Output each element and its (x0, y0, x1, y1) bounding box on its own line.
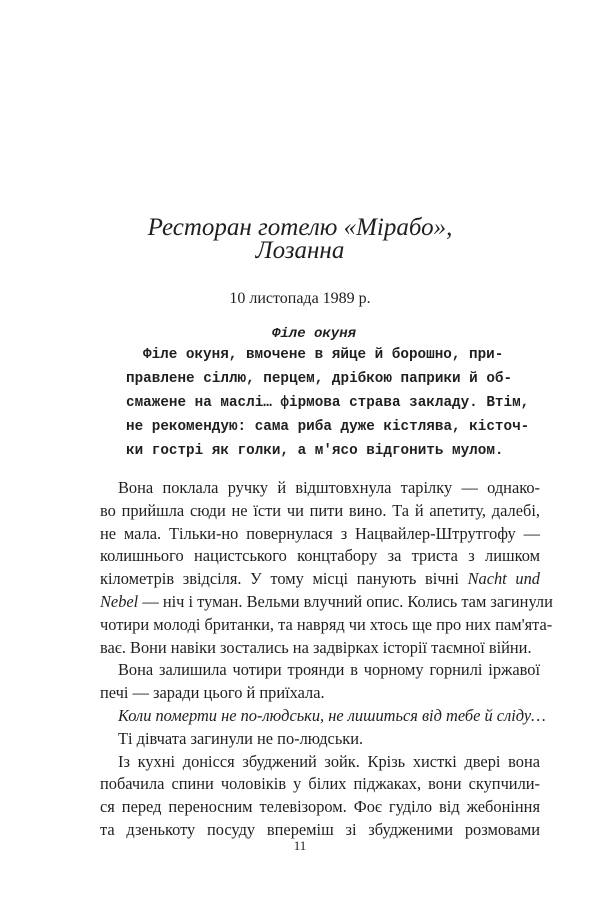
body-line: та дзенькоту посуду впереміш зі збудженими розмовами (100, 819, 540, 839)
body-line (100, 591, 553, 614)
body-line: Коли померти не по-людськи, не лишиться від тебе й сліду… (118, 705, 546, 725)
note-line: ки гострі як голки, а м'ясо відгонить мулом. (126, 443, 504, 459)
body-line: Із кухні донісся збуджений зойк. Крізь хисткі двері вона (118, 751, 540, 771)
foreign-phrase: Nebel (100, 591, 139, 611)
body-line: во прийшла сюди не їсти чи пити вино. Та й апетиту, далебі, (100, 500, 540, 520)
body-line: ся перед переносним телевізором. Фоє гуділо від жебоніння (100, 797, 540, 817)
note-heading: Філе окуня (272, 326, 357, 342)
body-text (100, 477, 553, 842)
chapter-title (0, 213, 600, 264)
body-line (100, 568, 540, 591)
typewritten-note (126, 325, 530, 463)
body-line: Вона залишила чотири троянди в чорному горнилі іржавої (118, 660, 540, 680)
page-number: 11 (293, 838, 307, 853)
body-line: ває. Вони навіки зостались на задвірках історії таємної війни. (100, 637, 532, 657)
body-line: Вона поклала ручку й відштовхнула тарілку — однако- (118, 478, 540, 497)
body-line: побачила спини чоловіків у білих піджаках, вони скупчили- (100, 774, 540, 794)
body-line-text: кілометрів звідсіля. У тому місці панують вічні (100, 569, 459, 589)
body-line: не мала. Тільки-но повернулася з Нацвайлер-Штрутгофу — (100, 523, 540, 543)
body-line: колишнього нацистського концтабору за триста з лишком (100, 546, 540, 566)
chapter-title-line-2: Лозанна (255, 236, 345, 264)
body-line: Ті дівчата загинули не по-людськи. (118, 728, 364, 748)
note-line: Філе окуня, вмочене в яйце й борошно, при- (143, 347, 504, 363)
chapter-date: 10 листопада 1989 р. (229, 290, 371, 307)
body-line: печі — заради цього й приїхала. (100, 683, 325, 703)
body-line: чотири молоді британки, та навряд чи хтось ще про них пам'ята- (100, 614, 553, 634)
note-line: правлене сіллю, перцем, дрібкою паприки й об- (126, 371, 513, 387)
note-line: не рекомендую: сама риба дуже кістлява, кісточ- (126, 419, 530, 435)
note-line: смажене на маслі… фірмова страва закладу. Втім, (126, 395, 530, 411)
foreign-phrase: Nacht und (467, 569, 540, 589)
body-line-text: — ніч і туман. Вельми влучний опис. Колись там загинули (138, 591, 553, 611)
chapter-title-line-1: Ресторан готелю «Мірабо», (147, 214, 453, 241)
